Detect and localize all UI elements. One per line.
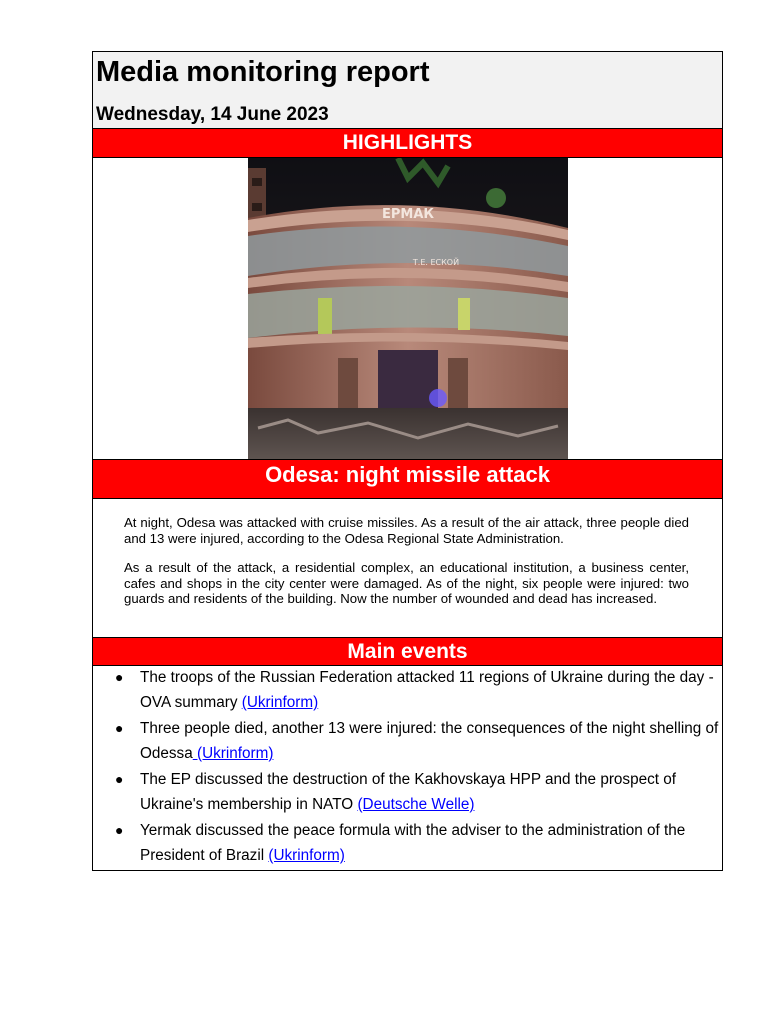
article-body	[124, 515, 689, 621]
bullet-icon: ●	[115, 669, 124, 685]
event-item	[93, 716, 722, 766]
report-date: Wednesday, 14 June 2023	[96, 104, 329, 125]
event-source-link[interactable]: (Ukrinform)	[241, 694, 319, 711]
main-events-list	[93, 665, 722, 869]
event-item	[93, 818, 722, 868]
event-text: Three people died, another 13 were injured: the consequences of the night shelling of Odessa	[140, 720, 719, 762]
article-headline: Odesa: night missile attack	[93, 459, 722, 499]
event-text: Yermak discussed the peace formula with the adviser to the administration of the President of Brazil	[140, 822, 686, 864]
event-source-link[interactable]: (Ukrinform)	[268, 847, 345, 864]
report-header	[93, 52, 722, 128]
photo-sign-text: ЕРМАК	[381, 207, 435, 222]
main-events-banner: Main events	[93, 637, 722, 666]
report-title: Media monitoring report	[96, 56, 430, 88]
bullet-icon: ●	[115, 822, 124, 838]
photo-sign-text-2: Т.Е. ЕСКОЙ	[412, 258, 460, 267]
event-source-link[interactable]: (Deutsche Welle)	[357, 796, 475, 813]
article-paragraph: At night, Odesa was attacked with cruise missiles. As a result of the air attack, three people died and 13 were injured, according to the Odesa Regional State Administration.	[124, 515, 689, 546]
event-text: The troops of the Russian Federation attacked 11 regions of Ukraine during the day - OVA summary	[140, 669, 714, 711]
event-item	[93, 665, 722, 715]
event-item	[93, 767, 722, 817]
event-text: The EP discussed the destruction of the Kakhovskaya HPP and the prospect of Ukraine's membership in NATO	[140, 771, 676, 813]
article-paragraph: As a result of the attack, a residential complex, an educational institution, a business center, cafes and shops in the city center were damaged. As of the night, six people were injured: two guards and residents of the building. Now the number of wounded and dead has increased.	[124, 560, 689, 606]
bullet-icon: ●	[115, 771, 124, 787]
event-source-link[interactable]: (Ukrinform)	[192, 745, 274, 762]
highlights-banner: HIGHLIGHTS	[93, 128, 722, 158]
report-frame	[92, 51, 723, 871]
highlight-photo	[248, 158, 568, 459]
bullet-icon: ●	[115, 720, 124, 736]
